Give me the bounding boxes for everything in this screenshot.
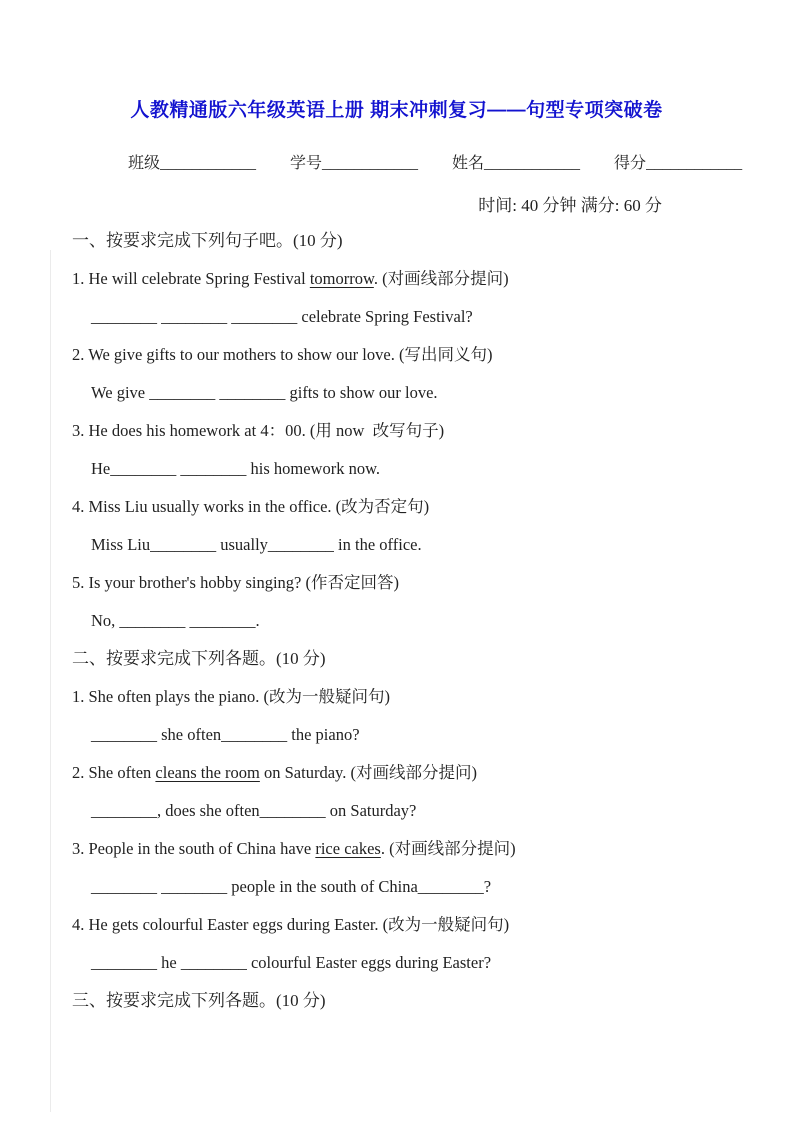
info-field-blank: ____________ xyxy=(646,155,743,172)
section-heading: 三、按要求完成下列各题。(10 分) xyxy=(72,991,326,1010)
student-info-field xyxy=(128,150,256,173)
left-margin-line xyxy=(50,250,51,1112)
student-info-field xyxy=(290,150,418,173)
question-answer-line: ________ ________ people in the south of China________? xyxy=(91,877,492,896)
info-field-label: 学号 xyxy=(290,155,323,172)
question-answer-line: Miss Liu________ usually________ in the office. xyxy=(91,535,422,554)
question-answer-line: ________, does she often________ on Saturday? xyxy=(91,801,417,820)
prompt-text: 4. He gets colourful Easter eggs during Easter. (改为一般疑问句) xyxy=(72,915,510,934)
question-prompt xyxy=(72,344,683,365)
prompt-text: 1. She often plays the piano. (改为一般疑问句) xyxy=(72,687,391,706)
underlined-phrase: tomorrow xyxy=(309,269,374,288)
prompt-text: 3. He does his homework at 4：00. (用 now 改写句子) xyxy=(72,421,445,440)
prompt-text: 5. Is your brother's hobby singing? (作否定回答) xyxy=(72,573,399,592)
prompt-text: 2. We give gifts to our mothers to show our love. (写出同义句) xyxy=(72,345,493,364)
question-prompt xyxy=(72,914,683,935)
question-prompt xyxy=(72,686,683,707)
question-answer-line: No, ________ ________. xyxy=(91,611,260,630)
student-info-field xyxy=(614,150,742,173)
student-info-field xyxy=(452,150,580,173)
student-info-line xyxy=(128,150,742,173)
exam-meta: 时间: 40 分钟 满分: 60 分 xyxy=(478,196,662,215)
question-prompt xyxy=(72,420,683,441)
info-field-blank: ____________ xyxy=(322,155,419,172)
page-title: 人教精通版六年级英语上册 期末冲刺复习——句型专项突破卷 xyxy=(130,100,663,121)
prompt-text: 4. Miss Liu usually works in the office. (改为否定句) xyxy=(72,497,430,516)
info-field-label: 得分 xyxy=(614,155,647,172)
question-prompt xyxy=(72,838,683,859)
info-field-blank: ____________ xyxy=(484,155,581,172)
question-prompt xyxy=(72,762,683,783)
question-prompt xyxy=(72,268,683,289)
prompt-text: 1. He will celebrate Spring Festival xyxy=(72,269,310,288)
question-answer-line: We give ________ ________ gifts to show our love. xyxy=(91,383,438,402)
section-heading: 一、按要求完成下列句子吧。(10 分) xyxy=(72,231,343,250)
question-answer-line: ________ she often________ the piano? xyxy=(91,725,360,744)
prompt-text: 3. People in the south of China have xyxy=(72,839,316,858)
question-answer-line: He________ ________ his homework now. xyxy=(91,459,381,478)
sections-container xyxy=(72,230,683,1028)
question-answer-line: ________ ________ ________ celebrate Spring Festival? xyxy=(91,307,473,326)
question-prompt xyxy=(72,572,683,593)
question-answer-line: ________ he ________ colourful Easter eggs during Easter? xyxy=(91,953,492,972)
info-field-label: 姓名 xyxy=(452,155,485,172)
prompt-text: 2. She often xyxy=(72,763,156,782)
question-prompt xyxy=(72,496,683,517)
prompt-text: on Saturday. (对画线部分提问) xyxy=(259,763,477,782)
info-field-label: 班级 xyxy=(128,155,161,172)
underlined-phrase: cleans the room xyxy=(155,763,260,782)
underlined-phrase: rice cakes xyxy=(315,839,381,858)
prompt-text: . (对画线部分提问) xyxy=(373,269,509,288)
prompt-text: . (对画线部分提问) xyxy=(380,839,516,858)
section-heading: 二、按要求完成下列各题。(10 分) xyxy=(72,649,326,668)
info-field-blank: ____________ xyxy=(160,155,257,172)
